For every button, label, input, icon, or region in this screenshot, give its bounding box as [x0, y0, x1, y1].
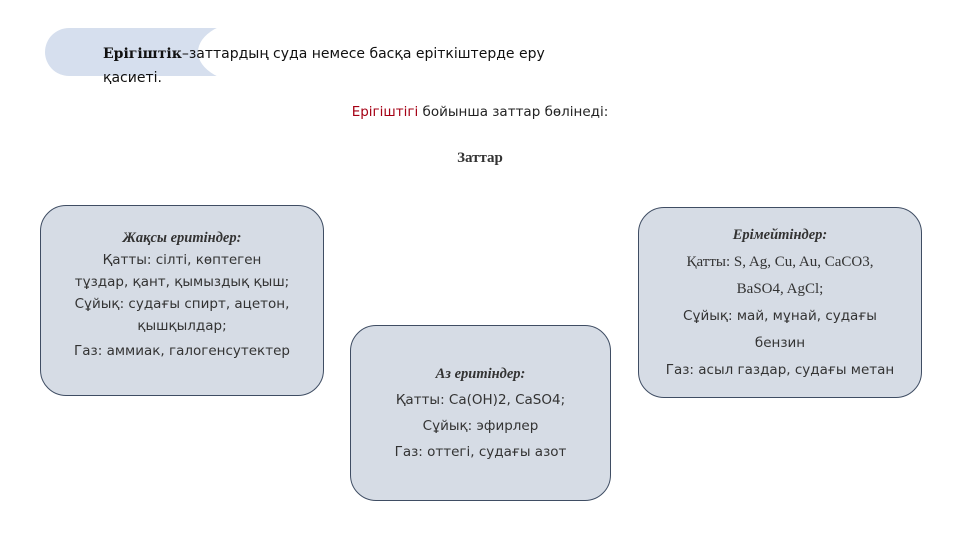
- box-line: бензин: [754, 334, 806, 351]
- box-line: Газ: оттегі, судағы азот: [394, 444, 567, 460]
- box-slightly-soluble: [350, 325, 611, 501]
- box-line: Сұйық: эфирлер: [422, 418, 539, 434]
- box-line: BaSO4, AgCl;: [736, 280, 824, 297]
- subtitle-rest: бойынша заттар бөлінеді:: [418, 104, 609, 120]
- definition-term: Ерігіштік: [103, 46, 182, 62]
- box-line: Газ: аммиак, галогенсутектер: [74, 343, 290, 359]
- box-line: қышқылдар;: [137, 318, 227, 334]
- heading: Заттар: [457, 150, 503, 166]
- definition-body: –заттардың суда немесе басқа еріткіштерде еру қасиеті.: [103, 46, 545, 86]
- box-title: Аз еритіндер:: [435, 366, 526, 382]
- box-line: Сұйық: май, мұнай, судағы: [683, 307, 877, 324]
- box-line: Газ: асыл газдар, судағы метан: [665, 361, 895, 378]
- box-insoluble: [638, 207, 922, 398]
- box-line: Сұйық: судағы спирт, ацетон,: [74, 296, 290, 312]
- subtitle-highlight: Ерігіштігі: [351, 104, 419, 120]
- box-line: Қатты: S, Ag, Cu, Au, CaCO3,: [686, 253, 874, 270]
- box-line: тұздар, қант, қымыздық қыш;: [74, 274, 290, 290]
- box-good-soluble: [40, 205, 324, 396]
- box-line: Қатты: сілті, көптеген: [102, 252, 262, 268]
- box-title: Жақсы еритіндер:: [122, 230, 242, 246]
- box-title: Ерімейтіндер:: [732, 226, 828, 243]
- subtitle: [0, 104, 960, 120]
- box-line: Қатты: Ca(OH)2, CaSO4;: [395, 392, 566, 408]
- definition-text: [103, 42, 573, 90]
